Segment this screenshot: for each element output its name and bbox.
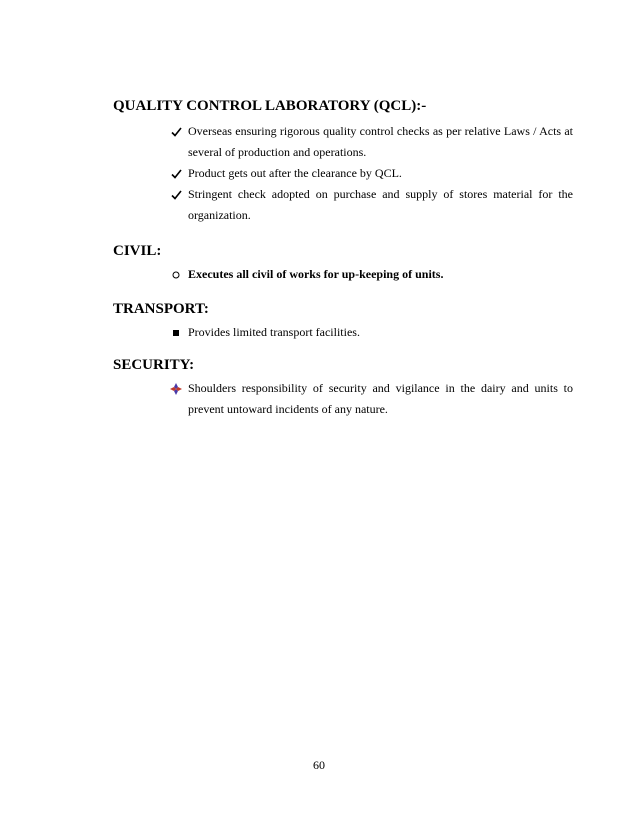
- section-qcl: [113, 97, 573, 226]
- square-bullet-icon: [169, 322, 183, 343]
- four-diamond-icon: [169, 378, 183, 399]
- section-heading-qcl: QUALITY CONTROL LABORATORY (QCL):-: [113, 98, 427, 114]
- list-item: [113, 378, 573, 420]
- list-item-text: Shoulders responsibility of security and vigilance in the dairy and units to prevent untoward incidents of any nature.: [188, 381, 573, 416]
- section-transport: [113, 300, 573, 343]
- list-item: [113, 264, 573, 285]
- section-civil: [113, 242, 573, 285]
- list-item: [113, 163, 573, 184]
- list-item-text: Provides limited transport facilities.: [188, 325, 360, 339]
- list-item-text: Executes all civil of works for up-keeping of units.: [188, 267, 444, 281]
- list-item: [113, 322, 573, 343]
- section-heading-civil: CIVIL:: [113, 243, 162, 259]
- list-item-text: Overseas ensuring rigorous quality control checks as per relative Laws / Acts at several of production and operations.: [188, 124, 573, 159]
- section-security: [113, 356, 573, 420]
- list-item: [113, 121, 573, 163]
- list-item: [113, 184, 573, 226]
- checkmark-icon: [169, 184, 183, 205]
- list-item-text: Product gets out after the clearance by QCL.: [188, 166, 402, 180]
- page-number: 60: [313, 758, 325, 772]
- section-heading-security: SECURITY:: [113, 357, 195, 373]
- security-list: [113, 378, 573, 420]
- list-item-text: Stringent check adopted on purchase and supply of stores material for the organization.: [188, 187, 573, 222]
- qcl-list: [113, 121, 573, 226]
- transport-list: [113, 322, 573, 343]
- hollow-circle-icon: [169, 264, 183, 285]
- checkmark-icon: [169, 163, 183, 184]
- checkmark-icon: [169, 121, 183, 142]
- civil-list: [113, 264, 573, 285]
- section-heading-transport: TRANSPORT:: [113, 301, 209, 317]
